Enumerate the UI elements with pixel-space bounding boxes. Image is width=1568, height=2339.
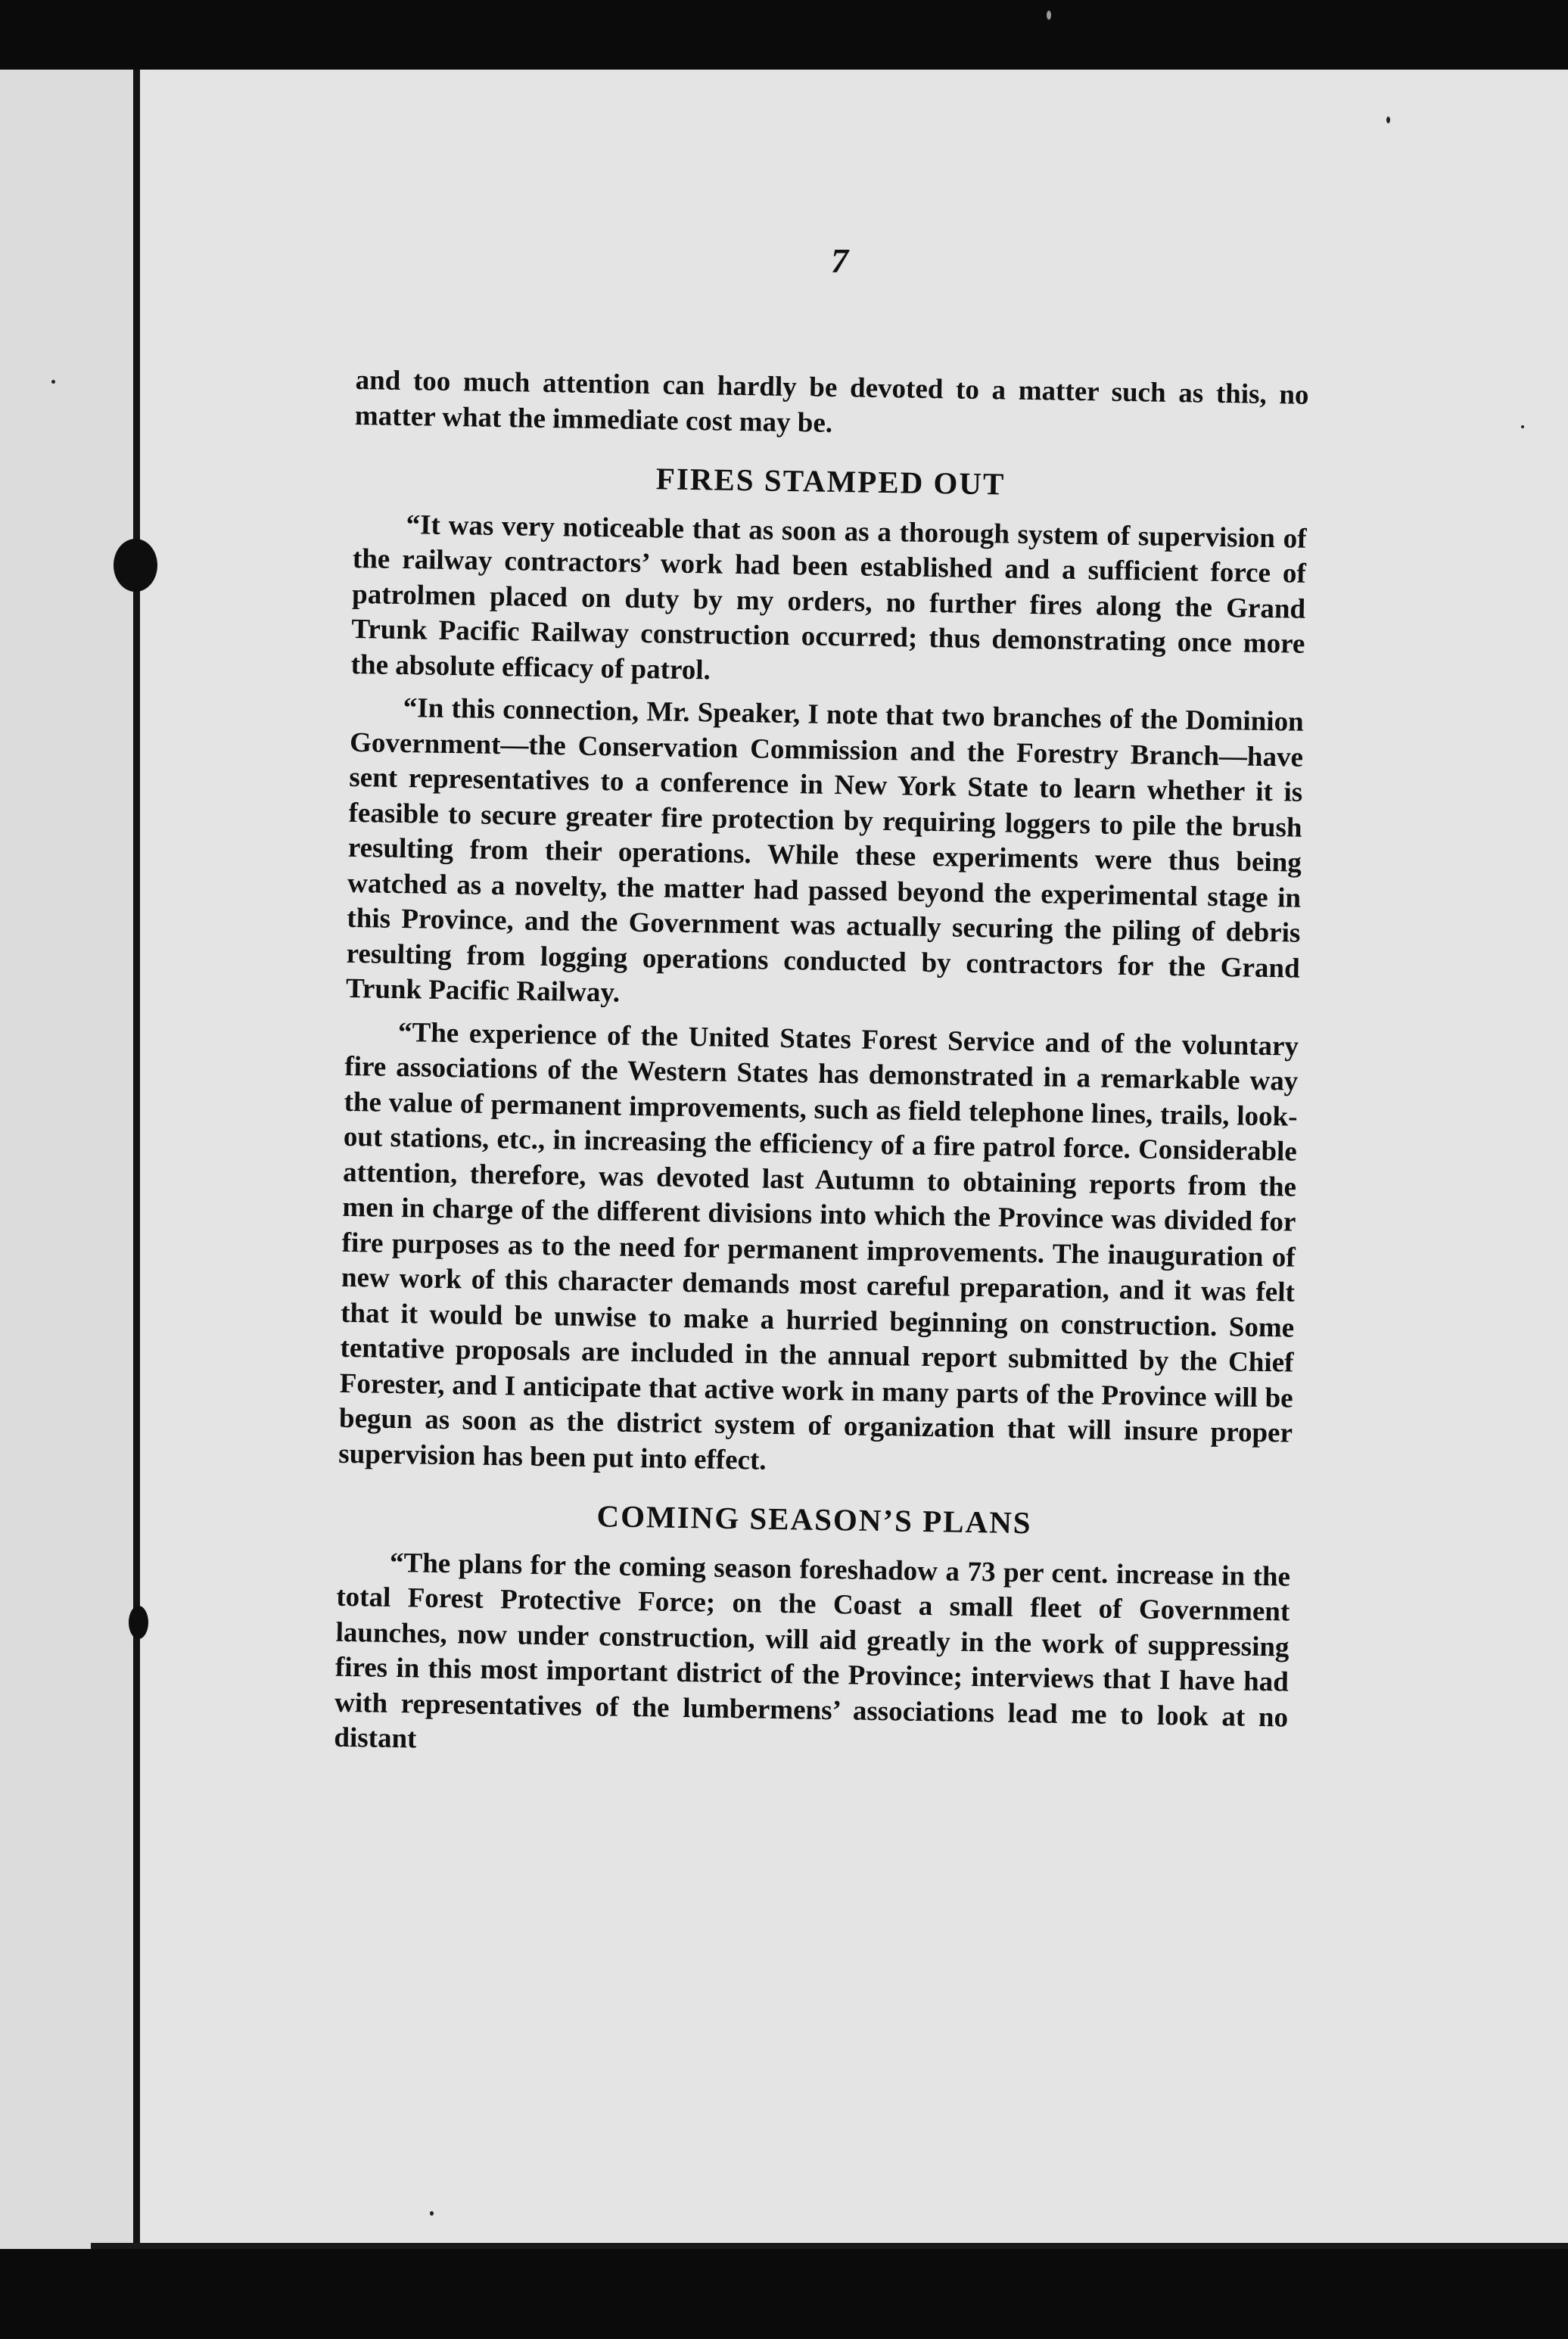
binding-hole-upper [114,539,157,592]
scan-speck [430,2211,434,2216]
binding-hole-lower [129,1606,148,1639]
page-bottom-edge [91,2243,1568,2249]
paragraph: “The plans for the coming season foreshadow a 73 per cent. increase in the total Forest Protective Force; on the Coast a small fleet of Government launches, now under construction, will aid greatly in the work of suppressing fires in this most important district of the Province; interviews that I have had with representatives of the lumbermens’ associations lead me to look at no distant [334,1547,1291,1755]
paragraph: “In this connection, Mr. Speaker, I note that two branches of the Dominion Government—the Conservation Commission and the Forestry Branch—have sent representatives to a conference in New York State to learn whether it is feasible to secure greater fire protection by requiring loggers to pile the brush resulting from their operations. While these experiments were thus being watched as a novelty, the matter had passed beyond the experimental stage in this Province, and the Government was actually securing the piling of debris resulting from logging operations conducted by contractors for the Grand Trunk Pacific Railway. [345,692,1305,1009]
opening-paragraph: and too much attention can hardly be devoted to a matter such as this, no matter what the immediate cost may be. [354,364,1309,439]
paragraph: “The experience of the United States Forest Service and of the voluntary fire associations of the Western States has demonstrated in a remarkable way the value of permanent improvements, such as field telephone lines, trails, look-out stations, etc., in increasing the efficiency of a fire patrol force. Considerable attention, therefore, was devoted last Autumn to obtaining reports from the men in charge of the different divisions into which the Province was divided for fire purposes as to the need for permanent improvements. The inauguration of new work of this character demands most careful preparation, and it was felt that it would be unwise to make a hurried beginning on construction. Some tentative proposals are included in the annual report submitted by the Chief Forester, and I anticipate that active work in many parts of the Province will be begun as soon as the district system of organization that will insure proper supervision has been put into effect. [338,1016,1299,1476]
scan-speck [1521,425,1524,428]
page-number: 7 [831,241,848,280]
section-heading-coming-seasons-plans: COMING SEASON’S PLANS [596,1498,1032,1541]
facing-page-strip [0,70,136,2249]
scan-speck [1386,117,1390,123]
article-body [334,363,1309,1771]
gutter-fold-line [133,70,140,2249]
scan-speck [1047,11,1051,20]
paragraph: “It was very noticeable that as soon as a thorough system of supervision of the railway contractors’ work had been established and a sufficient force of patrolmen placed on duty by my orders, no further fires along the Grand Trunk Pacific Railway construction occurred; thus demonstrating once more the absolute efficacy of patrol. [350,509,1307,686]
section-heading-fires-stamped-out: FIRES STAMPED OUT [655,461,1006,502]
scan-speck [51,380,55,384]
